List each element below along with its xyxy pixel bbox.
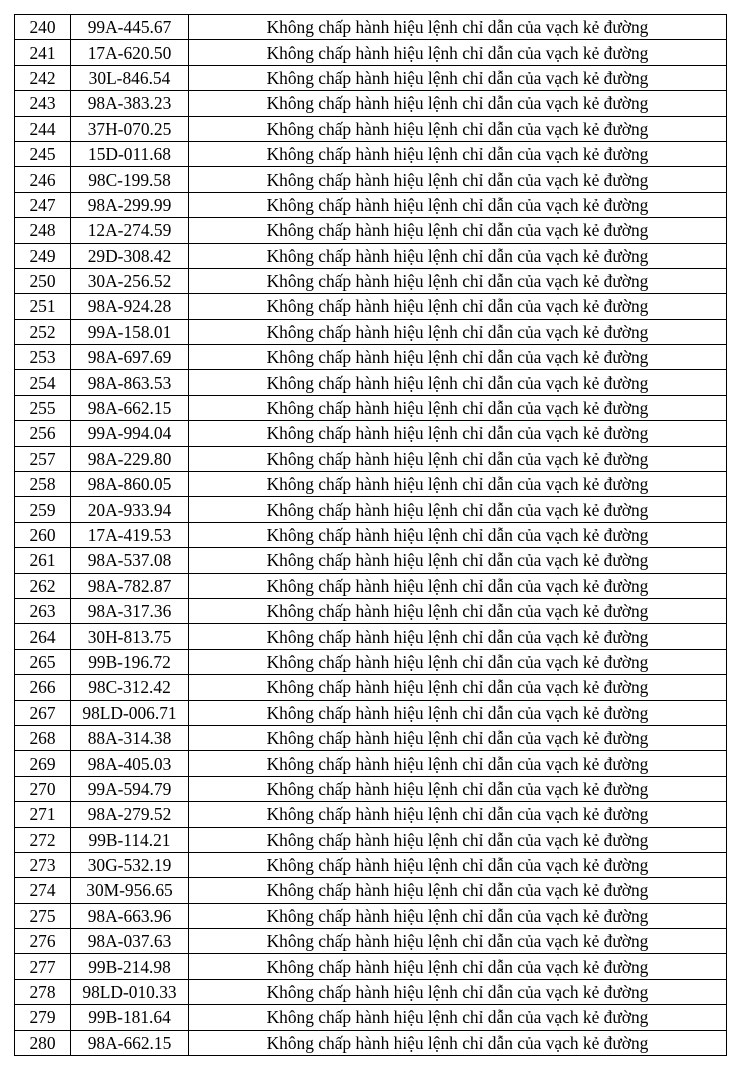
row-number-cell: 279 bbox=[15, 1005, 71, 1030]
violation-cell: Không chấp hành hiệu lệnh chỉ dẫn của vạch kẻ đường bbox=[189, 40, 727, 65]
table-row bbox=[15, 751, 727, 776]
license-plate-cell: 15D-011.68 bbox=[71, 141, 189, 166]
table-row bbox=[15, 294, 727, 319]
violation-cell: Không chấp hành hiệu lệnh chỉ dẫn của vạch kẻ đường bbox=[189, 116, 727, 141]
license-plate-cell: 98A-662.15 bbox=[71, 395, 189, 420]
row-number-cell: 262 bbox=[15, 573, 71, 598]
row-number-cell: 276 bbox=[15, 929, 71, 954]
violation-cell: Không chấp hành hiệu lệnh chỉ dẫn của vạch kẻ đường bbox=[189, 319, 727, 344]
table-row bbox=[15, 624, 727, 649]
license-plate-cell: 98A-037.63 bbox=[71, 929, 189, 954]
violation-cell: Không chấp hành hiệu lệnh chỉ dẫn của vạch kẻ đường bbox=[189, 497, 727, 522]
table-row bbox=[15, 1030, 727, 1055]
license-plate-cell: 99A-158.01 bbox=[71, 319, 189, 344]
license-plate-cell: 98A-860.05 bbox=[71, 472, 189, 497]
violation-cell: Không chấp hành hiệu lệnh chỉ dẫn của vạch kẻ đường bbox=[189, 421, 727, 446]
license-plate-cell: 37H-070.25 bbox=[71, 116, 189, 141]
violation-cell: Không chấp hành hiệu lệnh chỉ dẫn của vạch kẻ đường bbox=[189, 243, 727, 268]
license-plate-cell: 98A-782.87 bbox=[71, 573, 189, 598]
row-number-cell: 270 bbox=[15, 776, 71, 801]
row-number-cell: 242 bbox=[15, 65, 71, 90]
row-number-cell: 259 bbox=[15, 497, 71, 522]
violations-table bbox=[14, 14, 727, 1056]
license-plate-cell: 17A-620.50 bbox=[71, 40, 189, 65]
violation-cell: Không chấp hành hiệu lệnh chỉ dẫn của vạch kẻ đường bbox=[189, 345, 727, 370]
table-row bbox=[15, 675, 727, 700]
license-plate-cell: 99A-594.79 bbox=[71, 776, 189, 801]
table-row bbox=[15, 776, 727, 801]
violation-cell: Không chấp hành hiệu lệnh chỉ dẫn của vạch kẻ đường bbox=[189, 370, 727, 395]
license-plate-cell: 98A-299.99 bbox=[71, 192, 189, 217]
violation-cell: Không chấp hành hiệu lệnh chỉ dẫn của vạch kẻ đường bbox=[189, 1005, 727, 1030]
license-plate-cell: 30H-813.75 bbox=[71, 624, 189, 649]
license-plate-cell: 88A-314.38 bbox=[71, 725, 189, 750]
row-number-cell: 258 bbox=[15, 472, 71, 497]
table-row bbox=[15, 395, 727, 420]
row-number-cell: 278 bbox=[15, 979, 71, 1004]
table-row bbox=[15, 700, 727, 725]
table-row bbox=[15, 725, 727, 750]
license-plate-cell: 99B-114.21 bbox=[71, 827, 189, 852]
license-plate-cell: 20A-933.94 bbox=[71, 497, 189, 522]
license-plate-cell: 12A-274.59 bbox=[71, 218, 189, 243]
table-row bbox=[15, 345, 727, 370]
row-number-cell: 273 bbox=[15, 852, 71, 877]
row-number-cell: 252 bbox=[15, 319, 71, 344]
license-plate-cell: 98A-924.28 bbox=[71, 294, 189, 319]
table-row bbox=[15, 929, 727, 954]
license-plate-cell: 99B-181.64 bbox=[71, 1005, 189, 1030]
table-row bbox=[15, 878, 727, 903]
violation-cell: Không chấp hành hiệu lệnh chỉ dẫn của vạch kẻ đường bbox=[189, 725, 727, 750]
table-row bbox=[15, 1005, 727, 1030]
violation-cell: Không chấp hành hiệu lệnh chỉ dẫn của vạch kẻ đường bbox=[189, 395, 727, 420]
violation-cell: Không chấp hành hiệu lệnh chỉ dẫn của vạch kẻ đường bbox=[189, 268, 727, 293]
table-row bbox=[15, 91, 727, 116]
violation-cell: Không chấp hành hiệu lệnh chỉ dẫn của vạch kẻ đường bbox=[189, 675, 727, 700]
license-plate-cell: 98A-662.15 bbox=[71, 1030, 189, 1055]
violation-cell: Không chấp hành hiệu lệnh chỉ dẫn của vạch kẻ đường bbox=[189, 700, 727, 725]
violation-cell: Không chấp hành hiệu lệnh chỉ dẫn của vạch kẻ đường bbox=[189, 852, 727, 877]
row-number-cell: 265 bbox=[15, 649, 71, 674]
license-plate-cell: 98A-537.08 bbox=[71, 548, 189, 573]
row-number-cell: 248 bbox=[15, 218, 71, 243]
license-plate-cell: 98A-863.53 bbox=[71, 370, 189, 395]
row-number-cell: 268 bbox=[15, 725, 71, 750]
table-row bbox=[15, 167, 727, 192]
license-plate-cell: 99A-445.67 bbox=[71, 15, 189, 40]
row-number-cell: 280 bbox=[15, 1030, 71, 1055]
violation-cell: Không chấp hành hiệu lệnh chỉ dẫn của vạch kẻ đường bbox=[189, 91, 727, 116]
license-plate-cell: 98A-697.69 bbox=[71, 345, 189, 370]
violation-cell: Không chấp hành hiệu lệnh chỉ dẫn của vạch kẻ đường bbox=[189, 598, 727, 623]
row-number-cell: 257 bbox=[15, 446, 71, 471]
license-plate-cell: 98A-383.23 bbox=[71, 91, 189, 116]
violation-cell: Không chấp hành hiệu lệnh chỉ dẫn của vạch kẻ đường bbox=[189, 573, 727, 598]
violation-cell: Không chấp hành hiệu lệnh chỉ dẫn của vạch kẻ đường bbox=[189, 167, 727, 192]
row-number-cell: 245 bbox=[15, 141, 71, 166]
violation-cell: Không chấp hành hiệu lệnh chỉ dẫn của vạch kẻ đường bbox=[189, 294, 727, 319]
table-row bbox=[15, 40, 727, 65]
table-row bbox=[15, 852, 727, 877]
violation-cell: Không chấp hành hiệu lệnh chỉ dẫn của vạch kẻ đường bbox=[189, 751, 727, 776]
table-row bbox=[15, 218, 727, 243]
row-number-cell: 260 bbox=[15, 522, 71, 547]
license-plate-cell: 30A-256.52 bbox=[71, 268, 189, 293]
violation-cell: Không chấp hành hiệu lệnh chỉ dẫn của vạch kẻ đường bbox=[189, 1030, 727, 1055]
row-number-cell: 250 bbox=[15, 268, 71, 293]
row-number-cell: 249 bbox=[15, 243, 71, 268]
violation-cell: Không chấp hành hiệu lệnh chỉ dẫn của vạch kẻ đường bbox=[189, 649, 727, 674]
row-number-cell: 266 bbox=[15, 675, 71, 700]
table-row bbox=[15, 319, 727, 344]
license-plate-cell: 30L-846.54 bbox=[71, 65, 189, 90]
license-plate-cell: 98A-663.96 bbox=[71, 903, 189, 928]
table-row bbox=[15, 421, 727, 446]
row-number-cell: 243 bbox=[15, 91, 71, 116]
row-number-cell: 256 bbox=[15, 421, 71, 446]
table-row bbox=[15, 802, 727, 827]
document-page bbox=[14, 14, 726, 1056]
license-plate-cell: 98A-229.80 bbox=[71, 446, 189, 471]
license-plate-cell: 99B-196.72 bbox=[71, 649, 189, 674]
row-number-cell: 251 bbox=[15, 294, 71, 319]
table-row bbox=[15, 370, 727, 395]
table-row bbox=[15, 243, 727, 268]
table-row bbox=[15, 116, 727, 141]
violations-table-body bbox=[15, 15, 727, 1056]
row-number-cell: 264 bbox=[15, 624, 71, 649]
violation-cell: Không chấp hành hiệu lệnh chỉ dẫn của vạch kẻ đường bbox=[189, 472, 727, 497]
row-number-cell: 246 bbox=[15, 167, 71, 192]
row-number-cell: 255 bbox=[15, 395, 71, 420]
license-plate-cell: 98A-405.03 bbox=[71, 751, 189, 776]
violation-cell: Không chấp hành hiệu lệnh chỉ dẫn của vạch kẻ đường bbox=[189, 446, 727, 471]
license-plate-cell: 98A-279.52 bbox=[71, 802, 189, 827]
row-number-cell: 269 bbox=[15, 751, 71, 776]
table-row bbox=[15, 954, 727, 979]
row-number-cell: 261 bbox=[15, 548, 71, 573]
row-number-cell: 241 bbox=[15, 40, 71, 65]
row-number-cell: 263 bbox=[15, 598, 71, 623]
table-row bbox=[15, 649, 727, 674]
table-row bbox=[15, 192, 727, 217]
license-plate-cell: 98LD-010.33 bbox=[71, 979, 189, 1004]
violation-cell: Không chấp hành hiệu lệnh chỉ dẫn của vạch kẻ đường bbox=[189, 141, 727, 166]
table-row bbox=[15, 497, 727, 522]
table-row bbox=[15, 15, 727, 40]
table-row bbox=[15, 979, 727, 1004]
license-plate-cell: 30G-532.19 bbox=[71, 852, 189, 877]
table-row bbox=[15, 573, 727, 598]
table-row bbox=[15, 827, 727, 852]
license-plate-cell: 98LD-006.71 bbox=[71, 700, 189, 725]
violation-cell: Không chấp hành hiệu lệnh chỉ dẫn của vạch kẻ đường bbox=[189, 878, 727, 903]
license-plate-cell: 98C-312.42 bbox=[71, 675, 189, 700]
license-plate-cell: 17A-419.53 bbox=[71, 522, 189, 547]
table-row bbox=[15, 598, 727, 623]
row-number-cell: 274 bbox=[15, 878, 71, 903]
violation-cell: Không chấp hành hiệu lệnh chỉ dẫn của vạch kẻ đường bbox=[189, 65, 727, 90]
violation-cell: Không chấp hành hiệu lệnh chỉ dẫn của vạch kẻ đường bbox=[189, 827, 727, 852]
license-plate-cell: 99B-214.98 bbox=[71, 954, 189, 979]
violation-cell: Không chấp hành hiệu lệnh chỉ dẫn của vạch kẻ đường bbox=[189, 954, 727, 979]
row-number-cell: 254 bbox=[15, 370, 71, 395]
table-row bbox=[15, 65, 727, 90]
table-row bbox=[15, 548, 727, 573]
license-plate-cell: 98C-199.58 bbox=[71, 167, 189, 192]
violation-cell: Không chấp hành hiệu lệnh chỉ dẫn của vạch kẻ đường bbox=[189, 192, 727, 217]
row-number-cell: 277 bbox=[15, 954, 71, 979]
table-row bbox=[15, 472, 727, 497]
violation-cell: Không chấp hành hiệu lệnh chỉ dẫn của vạch kẻ đường bbox=[189, 903, 727, 928]
row-number-cell: 271 bbox=[15, 802, 71, 827]
violation-cell: Không chấp hành hiệu lệnh chỉ dẫn của vạch kẻ đường bbox=[189, 522, 727, 547]
violation-cell: Không chấp hành hiệu lệnh chỉ dẫn của vạch kẻ đường bbox=[189, 929, 727, 954]
row-number-cell: 267 bbox=[15, 700, 71, 725]
row-number-cell: 247 bbox=[15, 192, 71, 217]
violation-cell: Không chấp hành hiệu lệnh chỉ dẫn của vạch kẻ đường bbox=[189, 776, 727, 801]
license-plate-cell: 30M-956.65 bbox=[71, 878, 189, 903]
table-row bbox=[15, 268, 727, 293]
row-number-cell: 272 bbox=[15, 827, 71, 852]
violation-cell: Không chấp hành hiệu lệnh chỉ dẫn của vạch kẻ đường bbox=[189, 979, 727, 1004]
table-row bbox=[15, 522, 727, 547]
row-number-cell: 275 bbox=[15, 903, 71, 928]
row-number-cell: 240 bbox=[15, 15, 71, 40]
table-row bbox=[15, 141, 727, 166]
violation-cell: Không chấp hành hiệu lệnh chỉ dẫn của vạch kẻ đường bbox=[189, 218, 727, 243]
row-number-cell: 244 bbox=[15, 116, 71, 141]
license-plate-cell: 29D-308.42 bbox=[71, 243, 189, 268]
violation-cell: Không chấp hành hiệu lệnh chỉ dẫn của vạch kẻ đường bbox=[189, 624, 727, 649]
row-number-cell: 253 bbox=[15, 345, 71, 370]
table-row bbox=[15, 903, 727, 928]
violation-cell: Không chấp hành hiệu lệnh chỉ dẫn của vạch kẻ đường bbox=[189, 15, 727, 40]
violation-cell: Không chấp hành hiệu lệnh chỉ dẫn của vạch kẻ đường bbox=[189, 802, 727, 827]
table-row bbox=[15, 446, 727, 471]
license-plate-cell: 98A-317.36 bbox=[71, 598, 189, 623]
violation-cell: Không chấp hành hiệu lệnh chỉ dẫn của vạch kẻ đường bbox=[189, 548, 727, 573]
license-plate-cell: 99A-994.04 bbox=[71, 421, 189, 446]
